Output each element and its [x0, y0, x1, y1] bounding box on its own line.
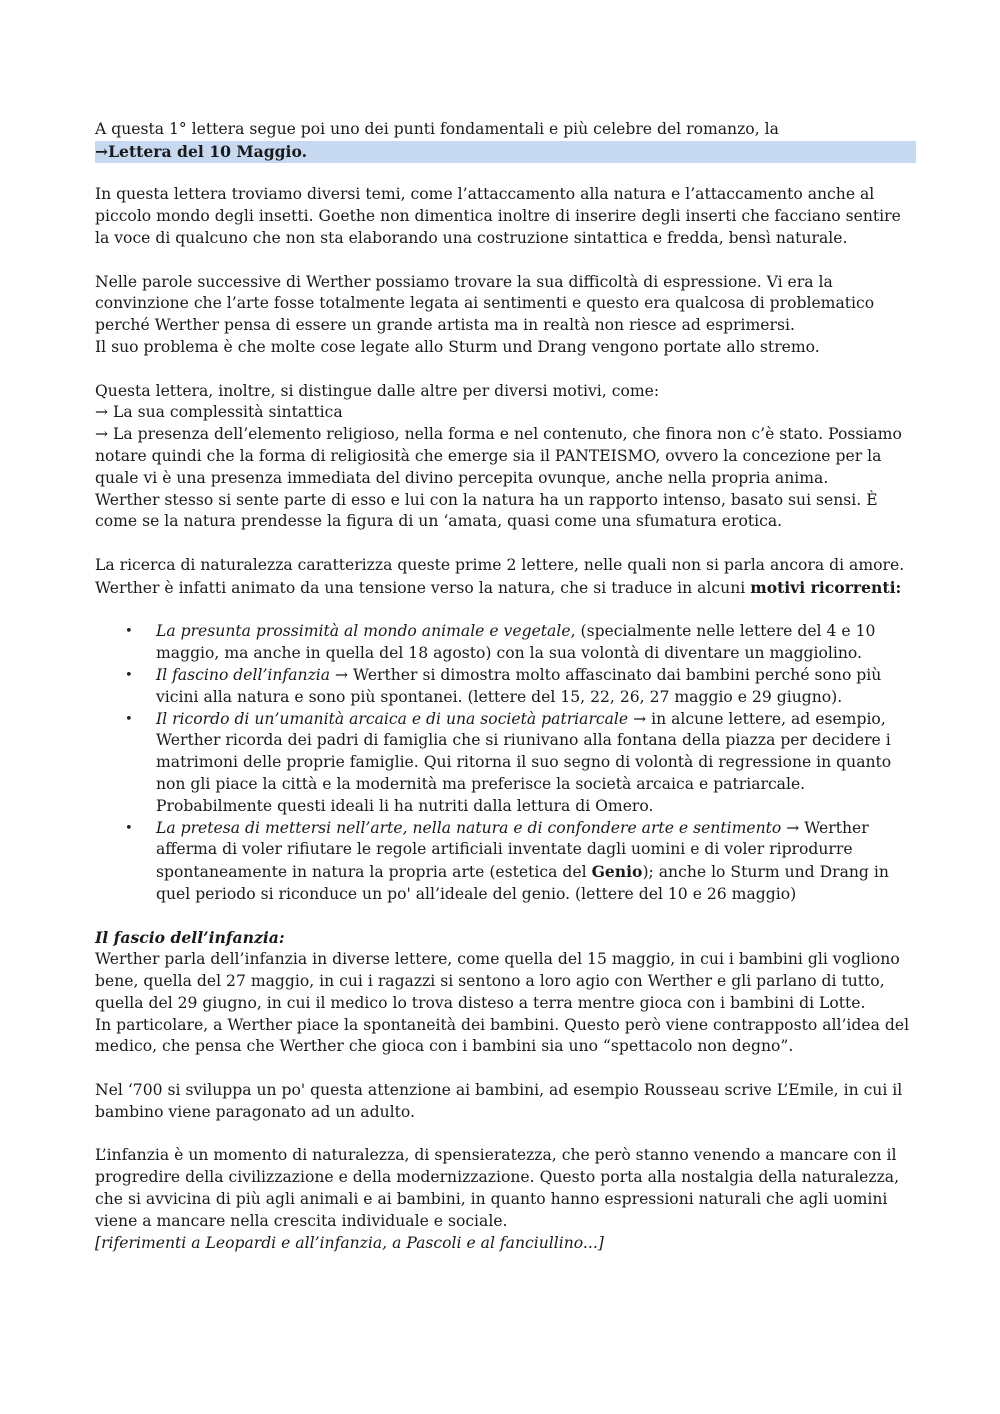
- list-item: • Il fascino dell’infanzia → Werther si dimostra molto affascinato dai bambini perché sono più vicini alla natura e sono più spontanei. (lettere del 15, 22, 26, 27 maggio e 29 giugno).: [125, 665, 882, 706]
- recurring-motives-list: [95, 621, 910, 905]
- paragraph-infanzia-letters: Werther parla dell’infanzia in diverse lettere, come quella del 15 maggio, in cui i bambini gli vogliono bene, quella del 27 maggio, in cui i ragazzi si sentono a loro agio con Werther e gli parlano di tutto, quella del 29 giugno, in cui il medico lo trova disteso a terra mentre gioca con i bambini di Lotte.: [95, 950, 900, 1012]
- paragraph-motives-intro: Questa lettera, inoltre, si distingue dalle altre per diversi motivi, come:: [95, 381, 660, 400]
- section-title-infanzia: Il fascio dell’infanzia:: [95, 928, 285, 948]
- motive-religion: → La presenza dell’elemento religioso, nella forma e nel contenuto, che finora non c’è stato. Possiamo notare quindi che la forma di religiosità che emerge sia il PANTEISMO, ovvero la concezione per la quale vi è una presenza immediata del divino percepita ovunque, anche nella propria anima.: [95, 425, 902, 487]
- motive-syntax: → La sua complessità sintattica: [95, 403, 343, 422]
- bullet-icon: •: [125, 624, 133, 640]
- paragraph-sturm-und-drang: Il suo problema è che molte cose legate allo Sturm und Drang vengono portate allo stremo.: [95, 337, 820, 356]
- paragraph-nostalgia: L’infanzia è un momento di naturalezza, di spensieratezza, che però stanno venendo a mancare con il progredire della civilizzazione e della modernizzazione. Questo porta alla nostalgia della naturalezza, che si avvicina di più agli animali e ai bambini, in quanto hanno espressioni naturali che agli uomini viene a mancare nella crescita individuale e sociale.: [95, 1146, 900, 1230]
- paragraph-expression: Nelle parole successive di Werther possiamo trovare la sua difficoltà di espressione. Vi era la convinzione che l’arte fosse totalmente legata ai sentimenti e questo era qualcosa di problematico perché Werther pensa di essere un grande artista ma in realtà non riesce ad esprimersi.: [95, 272, 875, 335]
- paragraph-naturalness: La ricerca di naturalezza caratterizza queste prime 2 lettere, nelle quali non si parla ancora di amore. Werther è infatti animato da una tensione verso la natura, che si traduce in alcuni motivi ricorrenti:: [95, 555, 905, 597]
- paragraph-spontaneity: In particolare, a Werther piace la spontaneità dei bambini. Questo però viene contrapposto all’idea del medico, che pensa che Werther che gioca con i bambini sia uno “spettacolo non degno”.: [95, 1015, 910, 1056]
- paragraph-themes: In questa lettera troviamo diversi temi, come l’attaccamento alla natura e l’attaccamento anche al piccolo mondo degli insetti. Goethe non dimentica inoltre di inserire degli inserti che facciano sentire la voce di qualcuno che non sta elaborando una costruzione sintattica e fredda, bensì naturale.: [95, 185, 901, 247]
- references-note: [riferimenti a Leopardi e all’infanzia, a Pascoli e al fanciullino...]: [95, 1233, 604, 1252]
- letter-heading: [95, 141, 916, 163]
- recurring-motives-label: motivi ricorrenti:: [750, 577, 902, 597]
- bullet-icon: •: [125, 820, 133, 836]
- list-item: • Il ricordo di un’umanità arcaica e di una società patriarcale → in alcune lettere, ad esempio, Werther ricorda dei padri di famiglia che si riunivano alla fontana della piazza per decidere i matrimoni delle proprie famiglie. Qui ritorna il suo segno di volontà di regressione in quanto non gli piace la città e la modernità ma preferisce la società arcaica e patriarcale. Probabilmente questi ideali li ha nutriti dalla lettura di Omero.: [125, 709, 892, 815]
- list-item: • La pretesa di mettersi nell’arte, nella natura e di confondere arte e sentimento → Werther afferma di voler rifiutare le regole artificiali inventate dagli uomini e di voler riprodurre spontaneamente in natura la propria arte (estetica del Genio); anche lo Sturm und Drang in quel periodo si riconduce un po' all’ideale del genio. (lettere del 10 e 26 maggio): [125, 818, 889, 903]
- arrow-icon: →: [95, 141, 109, 161]
- bullet-icon: •: [125, 711, 133, 727]
- letter-heading-text: Lettera del 10 Maggio.: [108, 141, 307, 161]
- paragraph-rousseau: Nel ‘700 si sviluppa un po' questa attenzione ai bambini, ad esempio Rousseau scrive L’Emile, in cui il bambino viene paragonato ad un adulto.: [95, 1081, 903, 1121]
- intro-line: A questa 1° lettera segue poi uno dei punti fondamentali e più celebre del romanzo, la: [95, 120, 779, 138]
- bullet-icon: •: [125, 667, 133, 683]
- list-item: • La presunta prossimità al mondo animale e vegetale, (specialmente nelle lettere del 4 e 10 maggio, ma anche in quella del 18 agosto) con la sua volontà di diventare un maggiolino.: [125, 622, 876, 663]
- paragraph-nature-relationship: Werther stesso si sente parte di esso e lui con la natura ha un rapporto intenso, basato sui sensi. È come se la natura prendesse la figura di un ‘amata, quasi come una sfumatura erotica.: [95, 490, 878, 531]
